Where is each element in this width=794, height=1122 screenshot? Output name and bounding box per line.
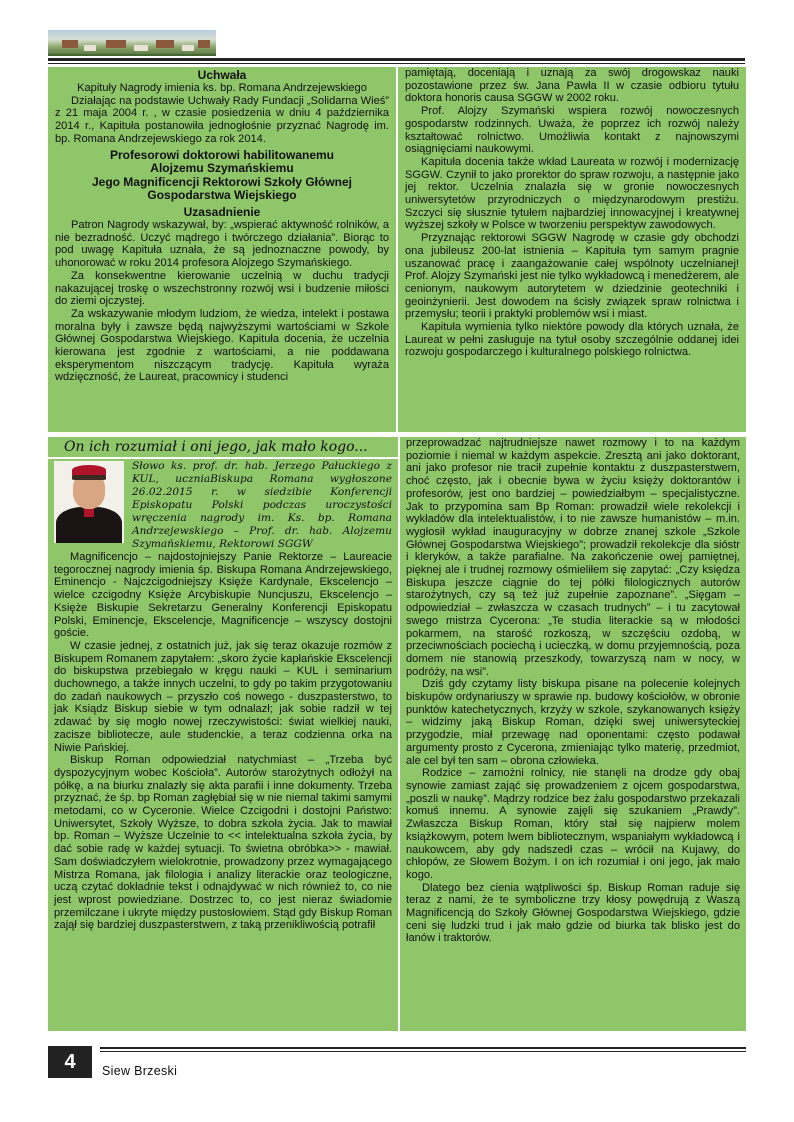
resolution-box-right (398, 67, 746, 432)
page-number: 4 (48, 1046, 92, 1078)
paragraph: Magnificencjo – najdostojniejszy Panie Rektorze – Laureacie tegorocznej nagrody imienia śp. Biskupa Romana Andrzejewskiego, Eminencjo - Najczcigodniejszy Księże Kardynale, Ekscelencjo – wielce czcigodny Księże Arcybiskupie Nuncjuszu, Ekscelencjo – Księże Biskupie Sekretarzu Generalny Konferencji Episkopatu Polski, Eminencje, Ekscelencje, Magnificencje – wszyscy dostojni goście. (54, 551, 392, 640)
header-rule (48, 58, 745, 61)
paragraph: Biskup Roman odpowiedział natychmiast – „Trzeba być dyspozycyjnym wobec Kościoła”. Autorów starożytnych odłożył na półkę, a na biurku znalazły się akta parafii i inne dokumenty. Trzeba przyznać, że śp. bp Roman zagłębiał się w nie niemal takimi samymi metodami, co w Cyceronie. Wielce Czcigodni i dostojni Państwo: Uniwersytet, Szkoły Wyższe, to dobra szkoła życia. Jak to mawiał bp. Roman – Wyższe Uczelnie to << intelektualna szkoła życia, by dać sobie radę w każdej sytuacji. To świetna obróbka>> - mawiał. Sam doświadczyłem wielokrotnie, prowadzony przez wymagającego Mistrza Romana, jak filologia i analizy literackie oraz teologiczne, uczą czytać dokładnie tekst i odnajdywać w nich również to, co nie jest wprost powiedziane. Dostrzec to, co jest nieraz świadomie przemilczane i ukryte między pustosłowiem. Stąd gdy Biskup Roman zajął się bardziej duszpasterstwem, z taką przenikliwością potrafił (54, 754, 392, 932)
paragraph: Rodzice – zamożni rolnicy, nie stanęli na drodze gdy obaj synowie zamiast zająć się prowadzeniem z ojcem gospodarstwa, „poszli w naukę”. Mądrzy rodzice bez żalu gospodarstwo przekazali komuś innemu. A synowie zajęli się szukaniem „Prawdy”. Zwłaszcza Biskup Roman, który stał się najpierw molem książkowym, potem lwem bibliotecznym, wspaniałym wykładowcą i naukowcem, aby gdy nadszedł czas – wrócił na Kujawy, do chłopów, ze Słowem Bożym. I on ich rozumiał i oni jego, jak mało kogo. (406, 767, 740, 881)
resolution-subheading: Kapituły Nagrody imienia ks. bp. Romana Andrzejewskiego (77, 82, 367, 94)
paragraph: Dziś gdy czytamy listy biskupa pisane na polecenie kolejnych biskupów ordynariuszy w sprawie np. budowy kościołów, w obronie punktów katechetycznych, krzyży w szkole, szykanowanych księży – widzimy jaką Biskup Roman, dzięki swej uniwersyteckiej przygodzie, miał przewagę nad oponentami: często podawał argumenty prosto z Cycerona, zmieniając tylko materię, przedmiot, ale cel był ten sam – obrona człowieka. (406, 678, 740, 767)
paragraph: Za wskazywanie młodym ludziom, że wiedza, intelekt i postawa moralna były i zawsze będą najwyższymi wartościami w Szkole Głównej Gospodarstwa Wiejskiego. Kapituła docenia, że uczelnia kierowana jest zgodnie z wartościami, a nie poddawana eksperymentom niszczącym tradycję. Kapituła wyraża wdzięczność, że Laureat, pracownicy i studenci (55, 307, 389, 384)
paragraph: W czasie jednej, z ostatnich już, jak się teraz okazuje rozmów z Biskupem Romanem zapytałem: „skoro życie kapłańskie Ekscelencji do biskupstwa przebiegało w kręgu nauki – KUL i seminarium duchownego, a także innych uczelni, to gdy po takim przygotowaniu do zadań naukowych – przyszło coś nowego - duszpasterstwo, to jak Ksiądz Biskup siebie w tym odnalazł; jak sobie radził w tej zdawać by się mogło nowej rzeczywistości: świat wielkiej nauki, zacisze bibliotecze, aule studenckie, a teraz codzienna orka na Niwie Pańskiej. (54, 639, 392, 754)
award-title-2: Alojzemu Szymańskiemu (150, 161, 294, 176)
paragraph: Za konsekwentne kierowanie uczelnią w duchu tradycji nakazującej troskę o wszechstronny rozwój wsi i budzenie miłości do ziemi ojczystej. (55, 269, 389, 308)
paragraph: przeprowadzać najtrudniejsze nawet rozmowy i to na każdym poziomie i niemal w każdym aspekcie. Zresztą ani jako doktorant, ani jako profesor nie tracił zupełnie kontaktu z duszpasterstwem, choć często, jak i obecnie bywa w życiu księży doktorantów i profesorów, jest ono bardziej – powiedziałbym – specjalistyczne. Jak to przypomina sam Bp Roman: prowadził wiele rekolekcji i wykładów dla intelektualistów, i to nie zawsze humanistów – m.in. wygłosił wykład inauguracyjny w dobrze znanej szkole „Szkole Głównej Gospodarstwa Wiejskiego”; prowadził rekolekcje dla sióstr i kleryków, a także parafialne. Na zakończenie owej pamiętnej, pięknej ale i trudnej rozmowy ośmieliłem się zapytać: „Czy księdza Biskupa jeszcze ciągnie do tej półki filologicznych autorów starożytnych, czy są też już zupełnie zapoznane”. „Sięgam – odpowiedział – zwłaszcza w czasach trudnych” – i tu zacytował swego mistrza Cycerona: „Te studia literackie są w młodości pokarmem, na starość rozkoszą, w szczęściu ozdobą, w przeciwnościach pociechą i ucieczką, w domu przyjemnością, poza domem nie stanowią przeszkody, towarzyszą nam w nocy, w podróży, na wsi”. (406, 437, 740, 678)
paragraph: Kapituła wymienia tylko niektóre powody dla których uznała, że Laureat w pełni zasługuje na tytuł osoby szczególnie oddanej idei rozwoju gospodarczego i kulturalnego polskiego rolnictwa. (405, 321, 739, 359)
article-quote: Słowo ks. prof. dr. hab. Jerzego Pałuckiego z KUL, uczniaBiskupa Romana wygłoszone 26.02.2015 r. w siedzibie Konferencji Episkopatu Polski podczas uroczystości wręczenia nagrody im. Ks. bp. Romana Andrzejewskiego – Prof. dr. hab. Alojzemu Szymańskiemu, Rektorowi SGGW (132, 460, 392, 550)
magazine-name: Siew Brzeski (102, 1064, 178, 1078)
resolution-intro: Działając na podstawie Uchwały Rady Fundacji „Solidarna Wieś” z 21 maja 2004 r. , w czasie posiedzenia w dniu 4 października 2014 r., Kapituła postanowiła jednogłośnie przyznać Nagrodę im. bp. Romana Andrzejewskiego za rok 2014. (55, 94, 389, 145)
footer-rule (100, 1047, 746, 1049)
header-image (48, 30, 216, 56)
article-title: On ich rozumiał i oni jego, jak mało kogo... (48, 437, 398, 457)
bishop-photo (54, 461, 124, 543)
footer-rule-thin (100, 1051, 746, 1052)
paragraph: Prof. Alojzy Szymański wspiera rozwój nowoczesnych gospodarstw rodzinnych. Uważa, że poprzez ich rozwój należy kształtować rolnictwo. Umożliwia kontakt z najnowszymi osiągnięciami naukowymi. (405, 105, 739, 156)
header-rule-thin (48, 63, 745, 64)
resolution-box-left (48, 67, 396, 432)
paragraph: Patron Nagrody wskazywał, by: „wspierać aktywność rolników, a nie bezradność. Uczyć mądrego i twórczego działania”. Biorąc to pod uwagę Kapituła uznała, że są jednoznaczne powody, by uhonorować w roku 2014 profesora Alojzego Szymańskiego. (55, 219, 389, 270)
section-heading: Uzasadnienie (183, 204, 261, 219)
award-title-1: Profesorowi doktorowi habilitowanemu (109, 147, 334, 162)
article-column-left (48, 459, 398, 1031)
article-column-right (400, 437, 746, 1031)
award-title-3: Jego Magnificencji Rektorowi Szkoły Głównej Gospodarstwa Wiejskiego (91, 174, 353, 203)
paragraph: Dlatego bez cienia wątpliwości śp. Biskup Roman raduje się teraz z nami, że te symboliczne trzy kłosy powędrują z Waszą Magnificencją do Szkoły Głównej Gospodarstwa Wiejskiego, gdzie ceni się ludzki trud i jak mało gdzie od biurka tak blisko jest do łanów i traktorów. (406, 881, 740, 945)
paragraph: pamiętają, doceniają i uznają za swój drogowskaz nauki pozostawione przez św. Jana Pawła II w czasie odbioru tytułu doktora honoris causa SGGW w 2002 roku. (405, 67, 739, 105)
resolution-heading: Uchwała (197, 68, 247, 82)
paragraph: Kapituła docenia także wkład Laureata w rozwój i modernizację SGGW. Czynił to jako prorektor do spraw rozwoju, a następnie jako jej rektor. Uczelnia znalazła się w gronie nowoczesnych uniwersytetów przyrodniczych o międzynarodowym prestiżu. Szczyci się słusznie tytułem najbardziej innowacyjnej i kreatywnej wyższej szkoły w Polsce w tworzeniu perspektyw zawodowych. (405, 155, 739, 232)
paragraph: Przyznając rektorowi SGGW Nagrodę w czasie gdy obchodzi ona jubileusz 200-lat istnienia – Kapituła tym samym pragnie uszanować pracę i zaangażowanie całej wspólnoty uczelnianej! Prof. Alojzy Szymański jest nie tylko wykładowcą i menedżerem, ale cenionym, naukowym autorytetem w dziedzinie geotechniki i geoinżynierii. Jest dowodem na ścisły związek spraw rolnictwa i przemysłu; teorii i praktyki problemów wsi i miast. (405, 232, 739, 321)
